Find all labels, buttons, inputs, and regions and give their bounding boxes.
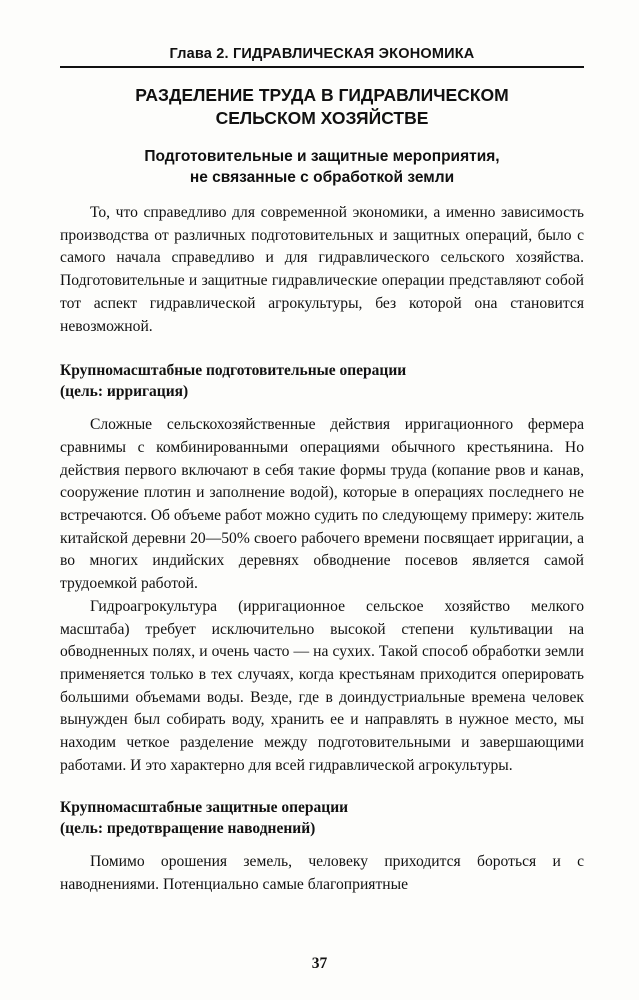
paragraph-irrigation-2: Гидроагрокультура (ирригационное сельское хозяйство мелкого масштаба) требует исключительно высокой степени культивации на обводненных полях, и очень часто — на сухих. Такой способ обработки земли применяется только в тех случаях, когда крестьянам приходится оперировать большими объемами воды. Везде, где в доиндустриальные времена человек вынужден был собирать воду, хранить ее и направлять в нужное место, мы находим четкое разделение между подготовительными и завершающими работами. И это характерно для всей гидравлической агрокультуры.: [60, 597, 584, 774]
subsection-title-line2: не связанные с обработкой земли: [189, 169, 455, 186]
section-title-line1: РАЗДЕЛЕНИЕ ТРУДА В ГИДРАВЛИЧЕСКОМ: [135, 85, 509, 105]
heading-irrigation-line1: Крупномасштабные подготовительные операции: [60, 362, 407, 380]
heading-irrigation: [60, 360, 584, 402]
section-title: [60, 84, 584, 130]
heading-flood-control-line1: Крупномасштабные защитные операции: [60, 799, 349, 817]
paragraph-intro: То, что справедливо для современной экономики, а именно зависимость производства от различных подготовительных и защитных операций, было с самого начала справедливо и для гидравлического сельского хозяйства. Подготовительные и защитные гидравлические операции представляют собой тот аспект гидравлической агрокультуры, без которой она становится невозможной.: [60, 204, 584, 335]
paragraph-flood-control: Помимо орошения земель, человеку приходится бороться и с наводнениями. Потенциально самые благоприятные: [60, 853, 584, 894]
heading-flood-control-line2: (цель: предотвращение наводнений): [60, 820, 316, 838]
header-rule: [60, 66, 584, 68]
paragraph-irrigation-1: Сложные сельскохозяйственные действия ирригационного фермера сравнимы с комбинированными операциями обычного крестьянина. Но действия первого включают в себя такие формы труда (копание рвов и канав, сооружение плотин и заполнение водой), которые в операциях последнего не встречаются. Об объеме работ можно судить по следующему примеру: житель китайской деревни 20—50% своего рабочего времени посвящает ирригации, а во многих индийских деревнях обводнение посевов является самой трудоемкой работой.: [60, 416, 584, 593]
heading-flood-control: [60, 797, 584, 839]
subsection-title: [60, 146, 584, 188]
section-title-line2: СЕЛЬСКОМ ХОЗЯЙСТВЕ: [215, 108, 429, 128]
page-number: 37: [311, 955, 328, 972]
subsection-title-line1: Подготовительные и защитные мероприятия,: [144, 148, 500, 165]
heading-irrigation-line2: (цель: ирригация): [60, 383, 189, 401]
page-content: [60, 84, 584, 897]
running-head: Глава 2. ГИДРАВЛИЧЕСКАЯ ЭКОНОМИКА: [169, 46, 475, 62]
